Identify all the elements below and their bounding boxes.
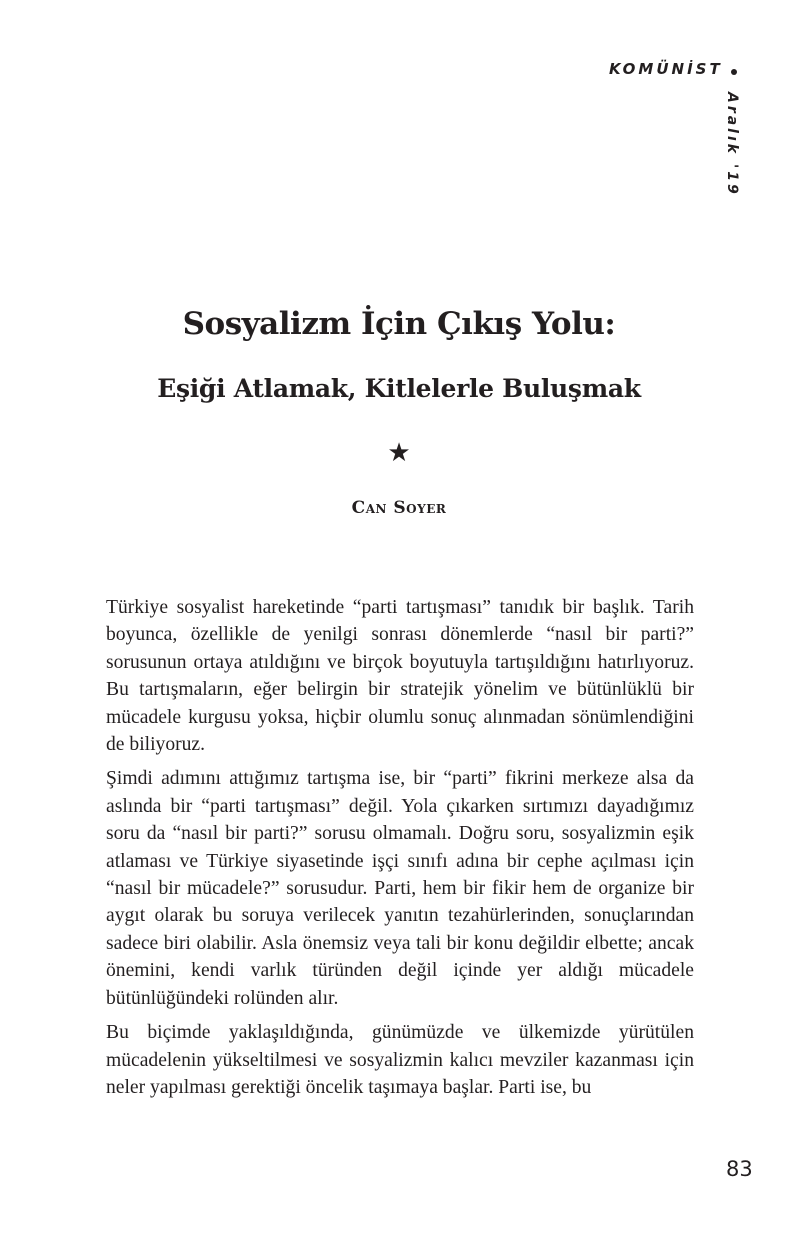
article-title: Sosyalizm İçin Çıkış Yolu:: [182, 306, 616, 342]
paragraph: Bu biçimde yaklaşıldığında, günümüzde ve ülkemizde yürütülen mücadelenin yükseltilmesi ve sosyalizmin kalıcı mevziler kazanması için neler yapılması gerektiği öncelik taşımaya başlar. Parti ise, bu: [106, 1022, 694, 1098]
bullet-dot-icon: [731, 69, 737, 75]
publication-name: KOMÜNİST: [609, 60, 723, 78]
article-author: Can Soyer: [351, 498, 447, 518]
issue-date: Aralık '19: [724, 92, 740, 197]
page-number: 83: [726, 1157, 753, 1181]
paragraph: Şimdi adımını attığımız tartışma ise, bir “parti” fikrini merkeze alsa da aslında bir “parti tartışması” değil. Yola çıkarken sırtımızı dayadığımız soru da “nasıl bir parti?” sorusu olmamalı. Doğru soru, sosyalizmin eşik atlaması ve Türkiye siyasetinde işçi sınıfı adına bir cephe açılması için “nasıl bir mücadele?” sorusudur. Parti, hem bir fikir hem de organize bir aygıt olarak bu soruya verilecek yanıtın tezahürlerinden, sonuçlarından sadece biri olabilir. Asla önemsiz veya tali bir konu değildir elbette; ancak önemini, kendi varlık türünden değil içinde yer aldığı mücadele bütünlüğündeki rolünden alır.: [106, 768, 694, 1009]
paragraph: Türkiye sosyalist hareketinde “parti tartışması” tanıdık bir başlık. Tarih boyunca, özellikle de yenilgi sonrası dönemlerde “nasıl bir parti?” sorusunun ortaya atıldığını ve birçok boyutuyla tartışıldığını hatırlıyoruz. Bu tartışmaların, eğer belirgin bir stratejik yönelim ve bütünlüklü bir mücadele kurgusu yoksa, hiçbir olumlu sonuç alınmadan sönümlendiğini de biliyoruz.: [106, 597, 694, 756]
article-subtitle: Eşiği Atlamak, Kitlelerle Buluşmak: [157, 374, 641, 403]
article-body: [106, 594, 694, 1108]
star-icon: ★: [387, 438, 411, 467]
